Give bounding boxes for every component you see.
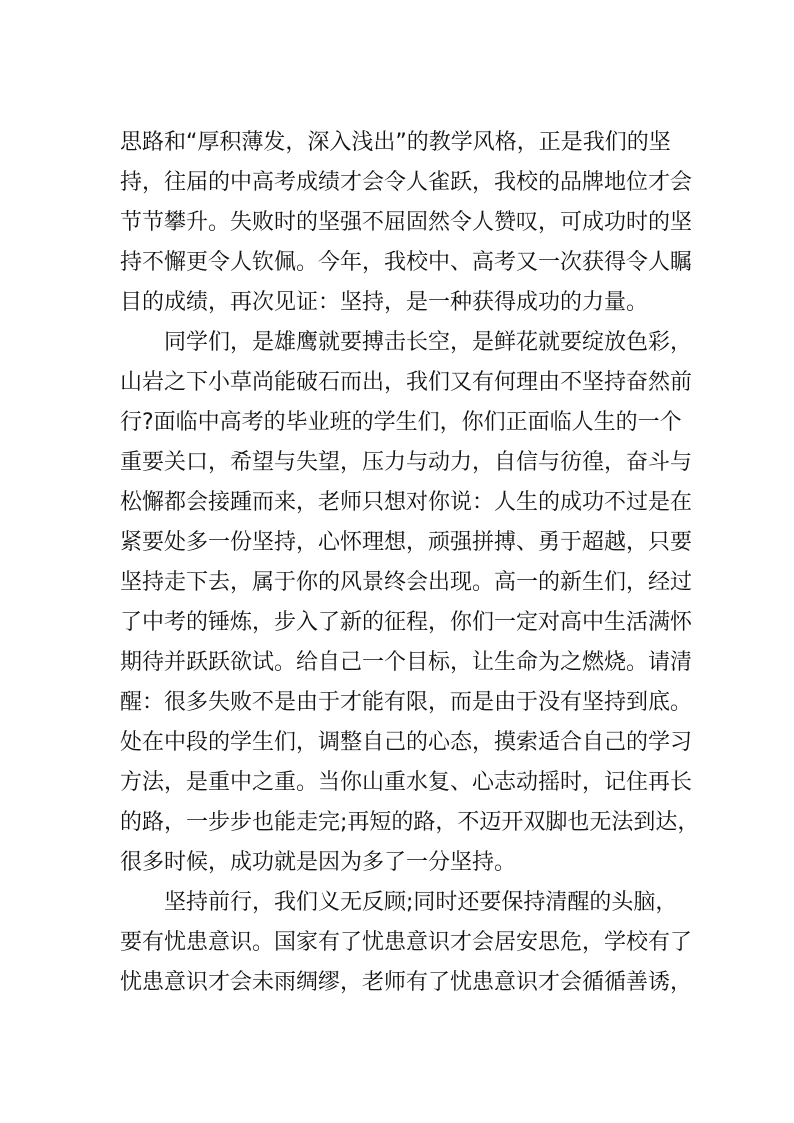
text-line: 了中考的锤炼，步入了新的征程，你们一定对高中生活满怀	[120, 610, 693, 635]
text-line: 坚持走下去，属于你的风景终会出现。高一的新生们，经过	[120, 570, 693, 595]
text-line: 很多时候，成功就是因为多了一分坚持。	[120, 850, 517, 875]
text-line: 忧患意识才会未雨绸缪，老师有了忧患意识才会循循善诱，	[120, 970, 693, 995]
text-line: 重要关口，希望与失望，压力与动力，自信与彷徨，奋斗与	[120, 450, 693, 475]
text-line: 的路，一步步也能走完;再短的路，不迈开双脚也无法到达，	[120, 810, 700, 835]
text-line: 持不懈更令人钦佩。今年，我校中、高考又一次获得令人瞩	[120, 250, 693, 275]
text-line: 松懈都会接踵而来，老师只想对你说：人生的成功不过是在	[120, 490, 693, 515]
text-line: 行?面临中高考的毕业班的学生们，你们正面临人生的一个	[120, 410, 682, 435]
text-line: 目的成绩，再次见证：坚持，是一种获得成功的力量。	[120, 290, 649, 315]
text-line: 处在中段的学生们，调整自己的心态，摸索适合自己的学习	[120, 730, 693, 755]
text-line: 思路和“厚积薄发，深入浅出”的教学风格，正是我们的坚	[120, 130, 671, 155]
text-line: 山岩之下小草尚能破石而出，我们又有何理由不坚持奋然前	[120, 370, 693, 395]
text-line: 方法，是重中之重。当你山重水复、心志动摇时，记住再长	[120, 770, 693, 795]
text-line: 期待并跃跃欲试。给自己一个目标，让生命为之燃烧。请清	[120, 650, 693, 675]
text-line: 要有忧患意识。国家有了忧患意识才会居安思危，学校有了	[120, 930, 693, 955]
text-line: 紧要处多一份坚持，心怀理想，顽强拼搏、勇于超越，只要	[120, 530, 693, 555]
text-line: 坚持前行，我们义无反顾;同时还要保持清醒的头脑，	[164, 890, 678, 915]
text-line: 醒：很多失败不是由于才能有限，而是由于没有坚持到底。	[120, 690, 693, 715]
text-line: 同学们，是雄鹰就要搏击长空，是鲜花就要绽放色彩，	[164, 330, 693, 355]
text-line: 持，往届的中高考成绩才会令人雀跃，我校的品牌地位才会	[120, 170, 693, 195]
text-line: 节节攀升。失败时的坚强不屈固然令人赞叹，可成功时的坚	[120, 210, 693, 235]
